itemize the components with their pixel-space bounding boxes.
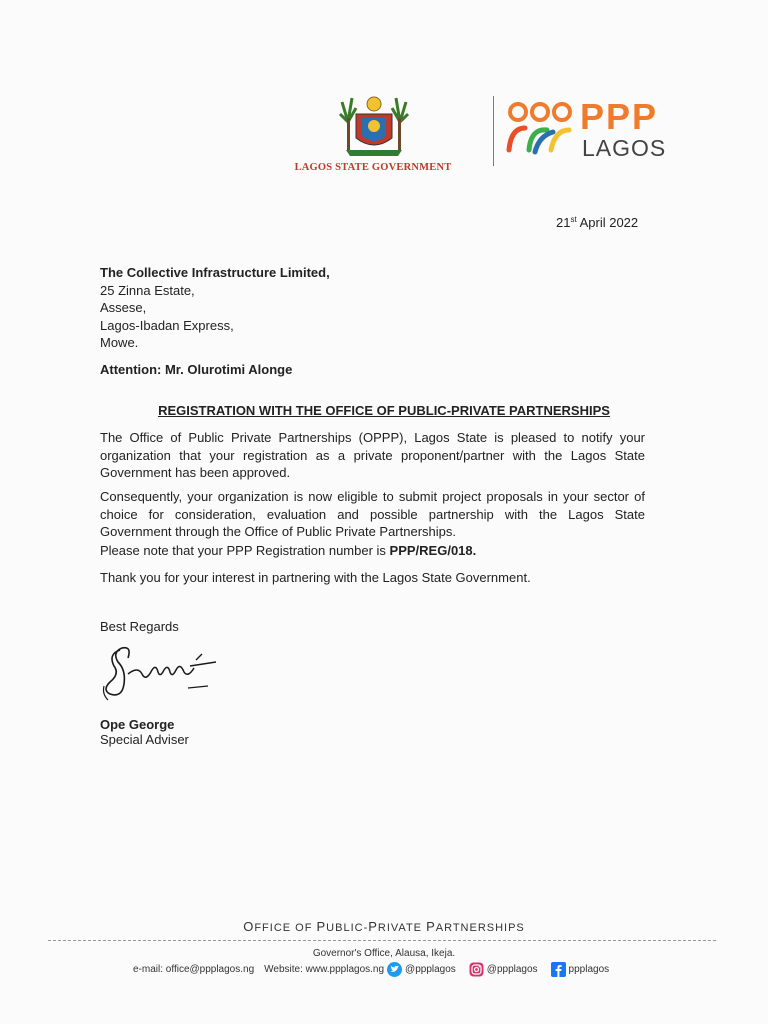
footer-twitter[interactable]: @ppplagos <box>405 964 456 975</box>
registration-number: PPP/REG/018. <box>389 543 477 558</box>
signer-title: Special Adviser <box>100 732 189 747</box>
letter-date <box>556 215 638 230</box>
footer-office-text: RIVATE <box>377 922 427 934</box>
footer-office-text: P <box>426 919 436 934</box>
signature-icon <box>98 644 228 706</box>
registration-note: Please note that your PPP Registration number is <box>100 543 390 558</box>
instagram-icon[interactable] <box>469 962 484 977</box>
signer-name: Ope George <box>100 717 175 732</box>
address-line: Assese, <box>100 300 147 315</box>
recipient-address <box>100 264 330 352</box>
footer-address: Governor's Office, Alausa, Ikeja. <box>312 948 456 959</box>
footer-website[interactable]: Website: www.ppplagos.ng <box>264 964 385 975</box>
footer-divider <box>48 940 716 941</box>
footer-office-text: ARTNERSHIPS <box>435 922 525 934</box>
ppp-logo-text: PPP <box>580 96 659 137</box>
body-paragraph-4: Thank you for your interest in partnering with the Lagos State Government. <box>100 570 531 585</box>
letterhead-divider <box>493 96 494 166</box>
footer-office-text: O <box>243 919 255 934</box>
footer-office-text: P <box>368 919 378 934</box>
twitter-icon[interactable] <box>387 962 402 977</box>
address-line: Mowe. <box>100 335 139 350</box>
date-rest: April 2022 <box>576 215 639 230</box>
ppp-people-icon <box>505 100 577 160</box>
footer-facebook[interactable]: ppplagos <box>568 964 610 975</box>
address-line: 25 Zinna Estate, <box>100 282 195 298</box>
footer-email[interactable]: e-mail: office@ppplagos.ng <box>133 964 255 975</box>
footer-instagram[interactable]: @ppplagos <box>486 964 538 975</box>
facebook-icon[interactable] <box>551 962 566 977</box>
letter-subject: REGISTRATION WITH THE OFFICE OF PUBLIC-PRIVATE PARTNERSHIPS <box>158 403 610 418</box>
ppp-logo-lagos: LAGOS <box>582 135 667 161</box>
date-day: 21 <box>556 215 571 230</box>
address-line: Lagos-Ibadan Express, <box>100 317 234 333</box>
body-paragraph-2: Consequently, your organization is now eligible to submit project proposals in your sector of choice for consideration, evaluation and possible partnership with the Lagos State Government through the Office of Public Private Partnerships. <box>100 489 645 539</box>
recipient-company: The Collective Infrastructure Limited, <box>100 265 330 280</box>
date-suffix: st <box>570 215 577 224</box>
footer-office-name <box>0 919 768 934</box>
footer-office-text: FFICE OF <box>254 922 317 934</box>
footer-contacts <box>133 962 609 977</box>
footer-office-text: P <box>316 919 327 934</box>
closing-regards: Best Regards <box>100 619 179 634</box>
footer-office-text: UBLIC- <box>326 922 369 934</box>
attention-line: Attention: Mr. Olurotimi Alonge <box>100 362 293 377</box>
lagos-crest-icon <box>338 92 410 160</box>
body-paragraph-3 <box>100 542 645 560</box>
body-paragraph-1: The Office of Public Private Partnerships (OPPP), Lagos State is pleased to notify your organization that your registration as a private proponent/partner with the Lagos State Government has been approved. <box>100 430 645 480</box>
government-name: LAGOS STATE GOVERNMENT <box>294 162 452 173</box>
